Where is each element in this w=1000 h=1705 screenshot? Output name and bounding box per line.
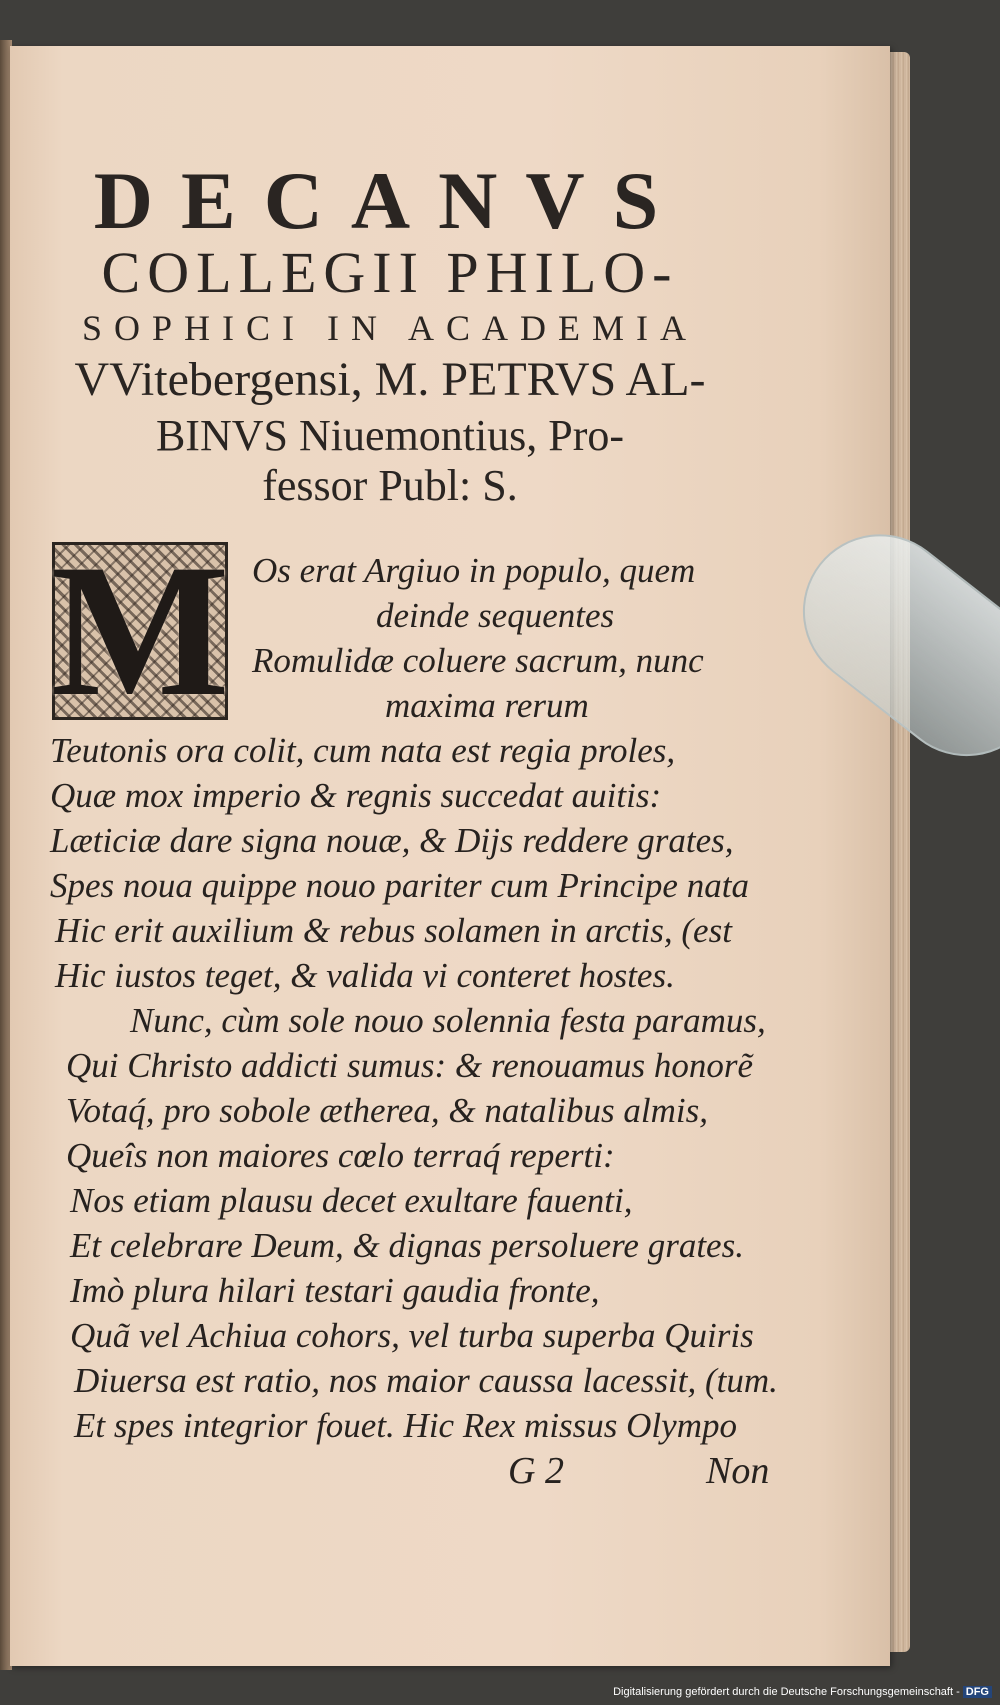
poem-line-3: Romulidæ coluere sacrum, nunc xyxy=(252,641,704,680)
poem-line-9: Hic erit auxilium & rebus solamen in arctis, (est xyxy=(55,911,732,950)
heading-line-5: BINVS Niuemontius, Pro- xyxy=(155,411,625,460)
poem-line-18: Quã vel Achiua cohors, vel turba superba Quiris xyxy=(70,1316,754,1355)
poem-line-15: Nos etiam plausu decet exultare fauenti, xyxy=(70,1181,633,1220)
poem-line-20: Et spes integrior fouet. Hic Rex missus Olympo xyxy=(74,1406,737,1445)
heading-line-4: VVitebergensi, M. PETRVS AL- xyxy=(74,353,706,406)
poem-line-4: maxima rerum xyxy=(385,686,589,725)
poem-line-16: Et celebrare Deum, & dignas persoluere grates. xyxy=(70,1226,744,1265)
poem-line-7: Læticiæ dare signa nouæ, & Dijs reddere grates, xyxy=(50,821,734,860)
signature-mark: G 2 xyxy=(508,1450,564,1492)
heading-line-1: DECANVS xyxy=(93,155,687,246)
heading-line-6: fessor Publ: S. xyxy=(262,461,518,510)
poem-line-11: Nunc, cùm sole nouo solennia festa paramus, xyxy=(130,1001,766,1040)
credit-text: Digitalisierung gefördert durch die Deutsche Forschungsgemeinschaft - xyxy=(613,1686,960,1698)
poem-line-13: Votaq́, pro sobole ætherea, & natalibus almis, xyxy=(66,1091,708,1130)
poem-line-12: Qui Christo addicti sumus: & renouamus honorẽ xyxy=(66,1046,754,1085)
dfg-logo: DFG xyxy=(963,1686,992,1698)
digitization-credit xyxy=(613,1686,992,1698)
poem-line-14: Queîs non maiores cœlo terraq́ reperti: xyxy=(66,1136,615,1175)
heading-line-2: COLLEGII PHILO- xyxy=(101,240,679,305)
poem-line-1: Os erat Argiuo in populo, quem xyxy=(252,551,696,590)
poem-line-2: deinde sequentes xyxy=(376,596,615,635)
poem-line-5: Teutonis ora colit, cum nata est regia proles, xyxy=(50,731,676,770)
catchword: Non xyxy=(706,1450,770,1492)
poem-line-17: Imò plura hilari testari gaudia fronte, xyxy=(70,1271,600,1310)
poem-line-10: Hic iustos teget, & valida vi conteret hostes. xyxy=(55,956,675,995)
decorated-initial xyxy=(50,526,230,736)
poem-line-8: Spes noua quippe nouo pariter cum Principe nata xyxy=(50,866,749,905)
poem-line-6: Quæ mox imperio & regnis succedat auitis: xyxy=(50,776,662,815)
poem-line-19: Diuersa est ratio, nos maior caussa lacessit, (tum. xyxy=(74,1361,778,1400)
initial-letter: M xyxy=(50,526,230,736)
heading-line-3: SOPHICI IN ACADEMIA xyxy=(81,308,699,348)
